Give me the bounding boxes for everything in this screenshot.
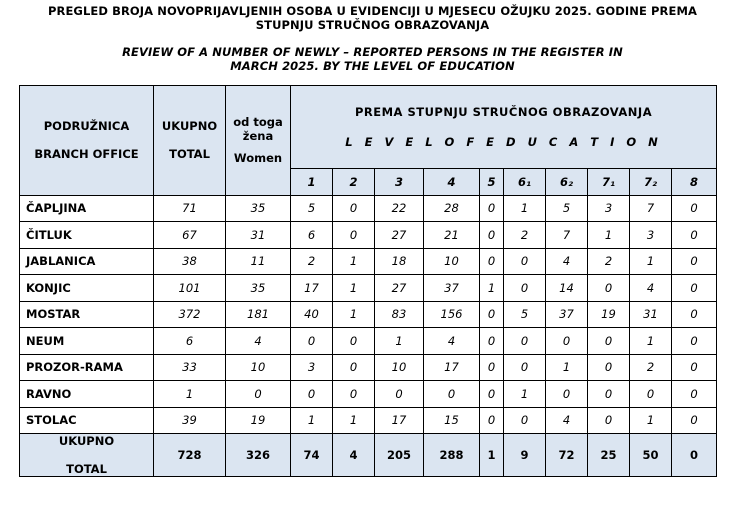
cell-level-4: 4: [424, 328, 480, 355]
branch-header-bs: PODRUŽNICA: [43, 119, 130, 134]
cell-level-5: 0: [480, 301, 504, 328]
cell-level-5: 0: [480, 328, 504, 355]
cell-level-5: 0: [480, 195, 504, 222]
cell-level-6: 0: [504, 248, 546, 275]
women-header: [226, 86, 291, 196]
table-row: [20, 381, 717, 408]
cell-level-6: 0: [504, 407, 546, 434]
totals-level-4: 288: [424, 434, 480, 477]
title-bosnian: [0, 4, 745, 32]
table-row: [20, 328, 717, 355]
totals-level-1: 74: [291, 434, 333, 477]
cell-level-7: 14: [546, 275, 588, 302]
cell-level-6: 1: [504, 195, 546, 222]
cell-level-10: 0: [672, 275, 717, 302]
cell-level-10: 0: [672, 301, 717, 328]
cell-level-2: 0: [333, 328, 375, 355]
totals-label: [20, 434, 154, 477]
cell-total: 39: [154, 407, 226, 434]
women-header-bs-1: od toga: [233, 115, 283, 130]
title-english-line-2: MARCH 2025. BY THE LEVEL OF EDUCATION: [230, 59, 515, 73]
cell-women: 181: [226, 301, 291, 328]
cell-level-4: 37: [424, 275, 480, 302]
level-header-2: 2: [333, 169, 375, 196]
table-row: [20, 354, 717, 381]
branch-name: KONJIC: [20, 275, 154, 302]
cell-women: 4: [226, 328, 291, 355]
cell-level-4: 21: [424, 222, 480, 249]
totals-level-3: 205: [375, 434, 424, 477]
cell-level-2: 0: [333, 195, 375, 222]
women-header-en: Women: [233, 151, 283, 166]
cell-level-2: 0: [333, 222, 375, 249]
cell-level-9: 1: [630, 328, 672, 355]
cell-level-4: 0: [424, 381, 480, 408]
cell-level-1: 0: [291, 328, 333, 355]
cell-level-10: 0: [672, 248, 717, 275]
cell-level-1: 6: [291, 222, 333, 249]
branch-name: MOSTAR: [20, 301, 154, 328]
level-group-en: L E V E L O F E D U C A T I O N: [345, 135, 662, 149]
cell-level-10: 0: [672, 354, 717, 381]
cell-level-8: 0: [588, 354, 630, 381]
table-row: [20, 195, 717, 222]
cell-level-9: 2: [630, 354, 672, 381]
cell-level-5: 1: [480, 275, 504, 302]
level-header-9: 7₂: [630, 169, 672, 196]
cell-level-1: 17: [291, 275, 333, 302]
title-english: [0, 45, 745, 73]
cell-women: 31: [226, 222, 291, 249]
cell-level-5: 0: [480, 407, 504, 434]
cell-level-8: 0: [588, 328, 630, 355]
cell-level-7: 4: [546, 407, 588, 434]
totals-level-10: 0: [672, 434, 717, 477]
branch-name: NEUM: [20, 328, 154, 355]
cell-total: 71: [154, 195, 226, 222]
cell-level-3: 18: [375, 248, 424, 275]
cell-level-10: 0: [672, 407, 717, 434]
level-header-8: 7₁: [588, 169, 630, 196]
table-row: [20, 407, 717, 434]
branch-name: ČAPLJINA: [20, 195, 154, 222]
cell-level-2: 1: [333, 301, 375, 328]
cell-level-9: 31: [630, 301, 672, 328]
totals-label-en: TOTAL: [66, 462, 107, 476]
totals-label-bs: UKUPNO: [58, 434, 115, 448]
cell-level-4: 17: [424, 354, 480, 381]
cell-level-1: 0: [291, 381, 333, 408]
cell-level-1: 3: [291, 354, 333, 381]
cell-level-3: 17: [375, 407, 424, 434]
cell-level-6: 2: [504, 222, 546, 249]
cell-level-7: 4: [546, 248, 588, 275]
cell-level-8: 0: [588, 381, 630, 408]
cell-level-2: 1: [333, 275, 375, 302]
cell-level-1: 40: [291, 301, 333, 328]
cell-level-2: 0: [333, 381, 375, 408]
cell-level-8: 3: [588, 195, 630, 222]
totals-level-7: 72: [546, 434, 588, 477]
level-header-5: 5: [480, 169, 504, 196]
cell-total: 38: [154, 248, 226, 275]
cell-level-8: 0: [588, 407, 630, 434]
totals-level-8: 25: [588, 434, 630, 477]
cell-women: 10: [226, 354, 291, 381]
level-header-7: 6₂: [546, 169, 588, 196]
cell-women: 0: [226, 381, 291, 408]
cell-women: 35: [226, 275, 291, 302]
title-english-line-1: REVIEW OF A NUMBER OF NEWLY – REPORTED PERSONS IN THE REGISTER IN: [122, 45, 623, 59]
cell-level-3: 27: [375, 275, 424, 302]
level-header-3: 3: [375, 169, 424, 196]
table-row: [20, 301, 717, 328]
education-table: [19, 85, 717, 477]
branch-name: ČITLUK: [20, 222, 154, 249]
table-body: [20, 195, 717, 434]
total-header-bs: UKUPNO: [161, 119, 218, 134]
cell-level-7: 1: [546, 354, 588, 381]
cell-level-9: 1: [630, 407, 672, 434]
cell-level-8: 1: [588, 222, 630, 249]
branch-name: PROZOR-RAMA: [20, 354, 154, 381]
totals-row: [20, 434, 717, 477]
total-header: [154, 86, 226, 196]
cell-level-4: 156: [424, 301, 480, 328]
table-row: [20, 275, 717, 302]
women-header-bs-2: žena: [242, 129, 274, 144]
cell-level-5: 0: [480, 354, 504, 381]
cell-level-10: 0: [672, 381, 717, 408]
cell-level-7: 0: [546, 328, 588, 355]
cell-level-6: 0: [504, 328, 546, 355]
branch-name: STOLAC: [20, 407, 154, 434]
level-header-4: 4: [424, 169, 480, 196]
title-bosnian-line-1: PREGLED BROJA NOVOPRIJAVLJENIH OSOBA U EVIDENCIJI U MJESECU OŽUJKU 2025. GODINE PREMA: [47, 4, 697, 18]
cell-level-3: 1: [375, 328, 424, 355]
cell-level-3: 0: [375, 381, 424, 408]
totals-women: 326: [226, 434, 291, 477]
totals-total: 728: [154, 434, 226, 477]
cell-level-1: 1: [291, 407, 333, 434]
cell-level-8: 2: [588, 248, 630, 275]
cell-level-5: 0: [480, 248, 504, 275]
cell-level-5: 0: [480, 381, 504, 408]
branch-header-en: BRANCH OFFICE: [34, 147, 139, 162]
cell-total: 1: [154, 381, 226, 408]
cell-level-5: 0: [480, 222, 504, 249]
cell-level-2: 0: [333, 354, 375, 381]
cell-level-10: 0: [672, 195, 717, 222]
cell-level-3: 27: [375, 222, 424, 249]
level-header-10: 8: [672, 169, 717, 196]
level-group-bs: PREMA STUPNJU STRUČNOG OBRAZOVANJA: [354, 105, 653, 119]
cell-level-6: 0: [504, 354, 546, 381]
totals-level-6: 9: [504, 434, 546, 477]
cell-total: 372: [154, 301, 226, 328]
totals-level-2: 4: [333, 434, 375, 477]
branch-header: [20, 86, 154, 196]
cell-level-7: 37: [546, 301, 588, 328]
cell-level-8: 19: [588, 301, 630, 328]
cell-level-9: 1: [630, 248, 672, 275]
cell-women: 19: [226, 407, 291, 434]
totals-level-5: 1: [480, 434, 504, 477]
cell-total: 101: [154, 275, 226, 302]
cell-level-1: 5: [291, 195, 333, 222]
level-header-6: 6₁: [504, 169, 546, 196]
table-row: [20, 222, 717, 249]
cell-level-6: 5: [504, 301, 546, 328]
level-header-1: 1: [291, 169, 333, 196]
cell-women: 35: [226, 195, 291, 222]
branch-name: JABLANICA: [20, 248, 154, 275]
cell-level-1: 2: [291, 248, 333, 275]
cell-level-6: 0: [504, 275, 546, 302]
cell-level-9: 7: [630, 195, 672, 222]
cell-level-4: 28: [424, 195, 480, 222]
header-row: [20, 86, 717, 169]
cell-level-8: 0: [588, 275, 630, 302]
cell-level-9: 0: [630, 381, 672, 408]
cell-level-9: 3: [630, 222, 672, 249]
cell-level-10: 0: [672, 328, 717, 355]
cell-level-4: 15: [424, 407, 480, 434]
cell-level-2: 1: [333, 248, 375, 275]
cell-level-4: 10: [424, 248, 480, 275]
cell-level-3: 83: [375, 301, 424, 328]
table-row: [20, 248, 717, 275]
level-group-header: [291, 86, 717, 169]
cell-total: 67: [154, 222, 226, 249]
cell-level-10: 0: [672, 222, 717, 249]
cell-level-7: 0: [546, 381, 588, 408]
branch-name: RAVNO: [20, 381, 154, 408]
cell-level-6: 1: [504, 381, 546, 408]
cell-level-3: 10: [375, 354, 424, 381]
cell-level-9: 4: [630, 275, 672, 302]
cell-level-3: 22: [375, 195, 424, 222]
total-header-en: TOTAL: [169, 147, 210, 162]
cell-women: 11: [226, 248, 291, 275]
cell-total: 6: [154, 328, 226, 355]
cell-level-7: 5: [546, 195, 588, 222]
totals-level-9: 50: [630, 434, 672, 477]
cell-total: 33: [154, 354, 226, 381]
cell-level-2: 1: [333, 407, 375, 434]
title-bosnian-line-2: STUPNJU STRUČNOG OBRAZOVANJA: [255, 18, 490, 32]
cell-level-7: 7: [546, 222, 588, 249]
